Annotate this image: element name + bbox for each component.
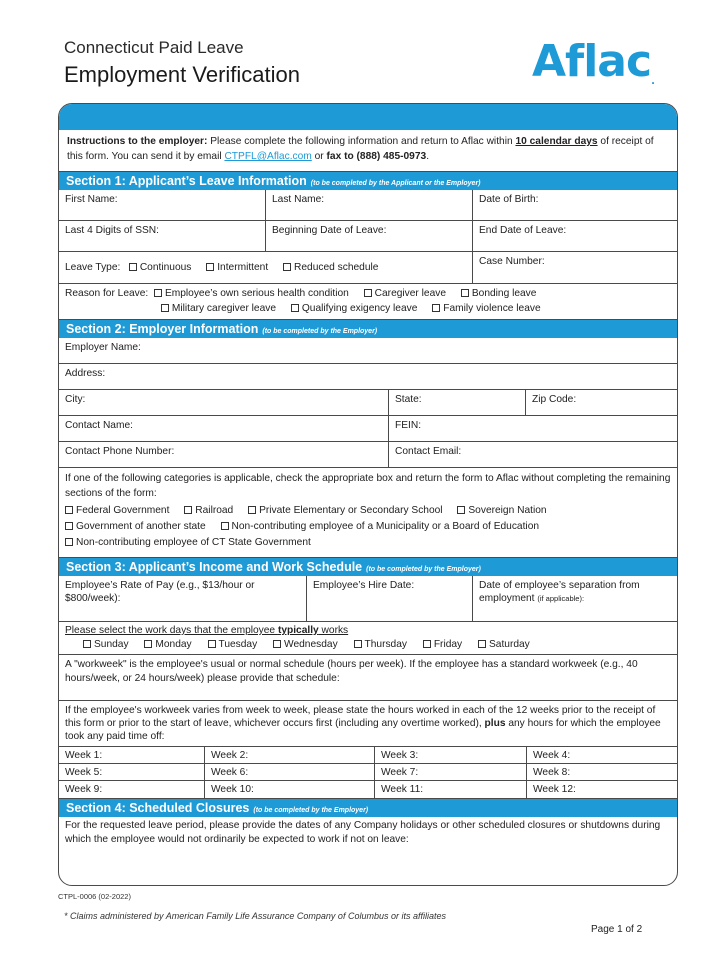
case-number-field[interactable]: Case Number:: [479, 256, 545, 267]
verification-form: [58, 103, 678, 886]
instructions-text4: .: [426, 151, 430, 162]
logo-reg: .: [651, 76, 654, 87]
s2-row-employer: [59, 338, 677, 364]
ssn-field[interactable]: Last 4 Digits of SSN:: [59, 221, 266, 251]
logo-text: Aflac: [532, 36, 652, 87]
week-field[interactable]: Week 10:: [205, 781, 375, 798]
day-wednesday[interactable]: [273, 639, 338, 650]
day-friday[interactable]: [423, 639, 462, 650]
reason-for-leave: [59, 284, 677, 320]
checkbox-icon[interactable]: [129, 263, 137, 271]
s1-row-dates: [59, 221, 677, 252]
fein-field[interactable]: FEIN:: [395, 420, 422, 431]
form-title-line1: Connecticut Paid Leave: [64, 38, 244, 57]
section3-title: Section 3: Applicant’s Income and Work Schedule: [66, 560, 363, 574]
option-label: Private Elementary or Secondary School: [259, 505, 443, 516]
categories-intro: If one of the following categories is applicable, check the appropriate box and return the form to Aflac without completing the remaining sections of the form:: [65, 473, 671, 499]
cat-federal[interactable]: [65, 505, 169, 516]
varies-text1: If the employee's workweek varies from week to week, please state the hours worked in each of the 12 weeks prior to the receipt of this form or prior to the start of leave, whichever occurs first (including any overtime worked),: [65, 705, 656, 729]
leave-type-label: Leave Type:: [65, 262, 121, 273]
checkbox-icon[interactable]: [161, 304, 169, 312]
separation-note: (if applicable):: [537, 594, 585, 603]
zip-field[interactable]: Zip Code:: [532, 394, 577, 405]
day-options: [65, 638, 671, 652]
checkbox-icon[interactable]: [65, 522, 73, 530]
reason-label: Reason for Leave:: [65, 288, 149, 299]
claims-note: * Claims administered by American Family Life Assurance Company of Columbus or its affiliates: [64, 911, 446, 921]
checkbox-icon[interactable]: [283, 263, 291, 271]
first-name-field[interactable]: First Name:: [59, 190, 266, 220]
week-field[interactable]: Week 6:: [205, 764, 375, 780]
work-days: [59, 622, 677, 655]
checkbox-icon[interactable]: [291, 304, 299, 312]
category-row1: [65, 503, 671, 519]
checkbox-icon[interactable]: [65, 506, 73, 514]
leave-type-intermittent[interactable]: [206, 262, 268, 273]
checkbox-icon[interactable]: [221, 522, 229, 530]
option-label: Military caregiver leave: [171, 303, 277, 314]
day-thursday[interactable]: [354, 639, 407, 650]
s2-row-phone: [59, 442, 677, 468]
leave-type-group: [59, 252, 473, 283]
workdays-pre: Please select the work days that the employee: [65, 625, 278, 636]
day-sunday[interactable]: [83, 639, 129, 650]
section4-header: [59, 799, 677, 817]
checkbox-icon[interactable]: [208, 640, 216, 648]
instructions-label: Instructions to the employer:: [67, 136, 208, 147]
option-label: Thursday: [364, 639, 407, 650]
checkbox-icon[interactable]: [423, 640, 431, 648]
section2-sub: (to be completed by the Employer): [262, 328, 378, 335]
checkbox-icon[interactable]: [206, 263, 214, 271]
option-label: Reduced schedule: [294, 262, 379, 273]
instructions-text1: Please complete the following information and return to Aflac within: [207, 136, 516, 147]
week-field[interactable]: Week 7:: [375, 764, 527, 780]
standard-workweek-field[interactable]: A "workweek" is the employee's usual or normal schedule (hours per week). If the employee has a standard workweek (e.g., 40 hours/week, or 24 hours/week) please provide that schedule:: [59, 655, 677, 701]
day-tuesday[interactable]: [208, 639, 258, 650]
instructions-text2: of receipt of this form. You can send it by email: [67, 136, 654, 162]
hire-date-field[interactable]: Employee’s Hire Date:: [307, 576, 473, 621]
s1-row-leave-type: [59, 252, 677, 284]
checkbox-icon[interactable]: [364, 289, 372, 297]
leave-type-continuous[interactable]: [129, 262, 192, 273]
reason-caregiver[interactable]: [364, 288, 446, 299]
day-monday[interactable]: [144, 639, 191, 650]
section3-sub: (to be completed by the Employer): [366, 566, 481, 573]
week-field[interactable]: Week 4:: [533, 750, 571, 761]
option-label: Wednesday: [284, 639, 338, 650]
end-date-field[interactable]: End Date of Leave:: [479, 225, 567, 236]
instructions-days: 10 calendar days: [515, 136, 598, 147]
instructions-text3: or: [311, 151, 327, 162]
reason-exigency[interactable]: [291, 303, 418, 314]
section3-header: [59, 558, 677, 576]
checkbox-icon[interactable]: [154, 289, 162, 297]
workdays-prompt: [65, 624, 671, 638]
section2-header: [59, 320, 677, 338]
contact-phone-field[interactable]: Contact Phone Number:: [59, 442, 389, 467]
option-label: Saturday: [488, 639, 530, 650]
week-field[interactable]: Week 3:: [375, 747, 527, 763]
checkbox-icon[interactable]: [273, 640, 281, 648]
section4-sub: (to be completed by the Employer): [253, 807, 369, 814]
option-label: Continuous: [139, 262, 192, 273]
last-name-field[interactable]: Last Name:: [266, 190, 473, 220]
section2-title: Section 2: Employer Information: [66, 322, 259, 336]
checkbox-icon[interactable]: [65, 538, 73, 546]
option-label: Federal Government: [76, 505, 170, 516]
checkbox-icon[interactable]: [184, 506, 192, 514]
cat-private-school[interactable]: [248, 505, 442, 516]
option-label: Qualifying exigency leave: [301, 303, 418, 314]
weeks-row2: [59, 764, 677, 781]
varies-text2: any hours for which the employee took any paid time off:: [65, 718, 661, 742]
week-field[interactable]: Week 12:: [533, 784, 576, 795]
leave-type-reduced[interactable]: [283, 262, 378, 273]
checkbox-icon[interactable]: [83, 640, 91, 648]
cat-municipality[interactable]: [221, 521, 540, 532]
section1-sub: (to be completed by the Applicant or the Employer): [310, 180, 481, 187]
reason-family-violence[interactable]: [432, 303, 540, 314]
checkbox-icon[interactable]: [432, 304, 440, 312]
cat-railroad[interactable]: [184, 505, 233, 516]
checkbox-icon[interactable]: [144, 640, 152, 648]
day-saturday[interactable]: [478, 639, 530, 650]
checkbox-icon[interactable]: [461, 289, 469, 297]
city-field[interactable]: City:: [59, 390, 389, 415]
page-number: Page 1 of 2: [591, 924, 643, 935]
state-field[interactable]: State:: [389, 390, 526, 415]
reason-bonding[interactable]: [461, 288, 537, 299]
week-field[interactable]: Week 11:: [375, 781, 527, 798]
dob-field[interactable]: Date of Birth:: [479, 194, 539, 205]
option-label: Caregiver leave: [374, 288, 447, 299]
workdays-post: works: [318, 625, 349, 636]
instructions: [59, 130, 677, 172]
s1-row-names: [59, 190, 677, 221]
week-field[interactable]: Week 2:: [205, 747, 375, 763]
week-field[interactable]: Week 8:: [533, 767, 571, 778]
category-row3: [65, 535, 671, 551]
section1-title: Section 1: Applicant’s Leave Information: [66, 174, 307, 188]
fax-number: fax to (888) 485-0973: [326, 151, 427, 162]
option-label: Government of another state: [76, 521, 206, 532]
s2-row-address: [59, 364, 677, 390]
option-label: Non-contributing employee of a Municipality or a Board of Education: [231, 521, 540, 532]
checkbox-icon[interactable]: [354, 640, 362, 648]
option-label: Family violence leave: [443, 303, 541, 314]
cat-other-state[interactable]: [65, 521, 206, 532]
cat-ct-state[interactable]: [65, 537, 311, 548]
section4-title: Section 4: Scheduled Closures: [66, 801, 250, 815]
option-label: Sunday: [94, 639, 129, 650]
s3-row-pay: [59, 576, 677, 622]
rate-of-pay-field[interactable]: Employee’s Rate of Pay (e.g., $13/hour or $800/week):: [59, 576, 307, 621]
aflac-logo: [532, 36, 654, 87]
option-label: Intermittent: [217, 262, 269, 273]
checkbox-icon[interactable]: [457, 506, 465, 514]
s2-row-contact: [59, 416, 677, 442]
section1-header: [59, 172, 677, 190]
checkbox-icon[interactable]: [248, 506, 256, 514]
contact-email-field[interactable]: Contact Email:: [395, 446, 462, 457]
category-row2: [65, 519, 671, 535]
week-field[interactable]: Week 5:: [59, 764, 205, 780]
form-header-bar: [59, 104, 677, 130]
separation-date-field[interactable]: [473, 576, 677, 621]
employer-name-field[interactable]: Employer Name:: [65, 342, 141, 353]
option-label: Monday: [155, 639, 192, 650]
weeks-row3: [59, 781, 677, 799]
week-field[interactable]: Week 1:: [59, 747, 205, 763]
reason-military[interactable]: [161, 303, 276, 314]
option-label: Bonding leave: [471, 288, 537, 299]
begin-date-field[interactable]: Beginning Date of Leave:: [266, 221, 473, 251]
varies-bold: plus: [484, 718, 506, 729]
contact-name-field[interactable]: Contact Name:: [59, 416, 389, 441]
varying-workweek: [59, 701, 677, 747]
option-label: Employee’s own serious health condition: [164, 288, 349, 299]
option-label: Tuesday: [218, 639, 258, 650]
checkbox-icon[interactable]: [478, 640, 486, 648]
cat-sovereign[interactable]: [457, 505, 546, 516]
email-link[interactable]: CTPFL@Aflac.com: [224, 151, 312, 162]
form-title-line2: Employment Verification: [64, 62, 300, 87]
s2-row-city: [59, 390, 677, 416]
week-field[interactable]: Week 9:: [59, 781, 205, 798]
exempt-categories: [59, 468, 677, 558]
separation-label: Date of employee’s separation from employment: [479, 580, 640, 604]
address-field[interactable]: Address:: [65, 368, 106, 379]
option-label: Non-contributing employee of CT State Government: [76, 537, 311, 548]
option-label: Sovereign Nation: [468, 505, 547, 516]
closures-field[interactable]: For the requested leave period, please provide the dates of any Company holidays or other scheduled closures or shutdowns during which the employee would not ordinarily be expected to work if not on leave:: [65, 820, 661, 845]
workdays-bold: typically: [277, 625, 319, 636]
option-label: Friday: [433, 639, 463, 650]
weeks-row1: [59, 747, 677, 764]
form-code: CTPL-0006 (02-2022): [58, 892, 131, 901]
reason-own-health[interactable]: [154, 288, 349, 299]
option-label: Railroad: [195, 505, 234, 516]
